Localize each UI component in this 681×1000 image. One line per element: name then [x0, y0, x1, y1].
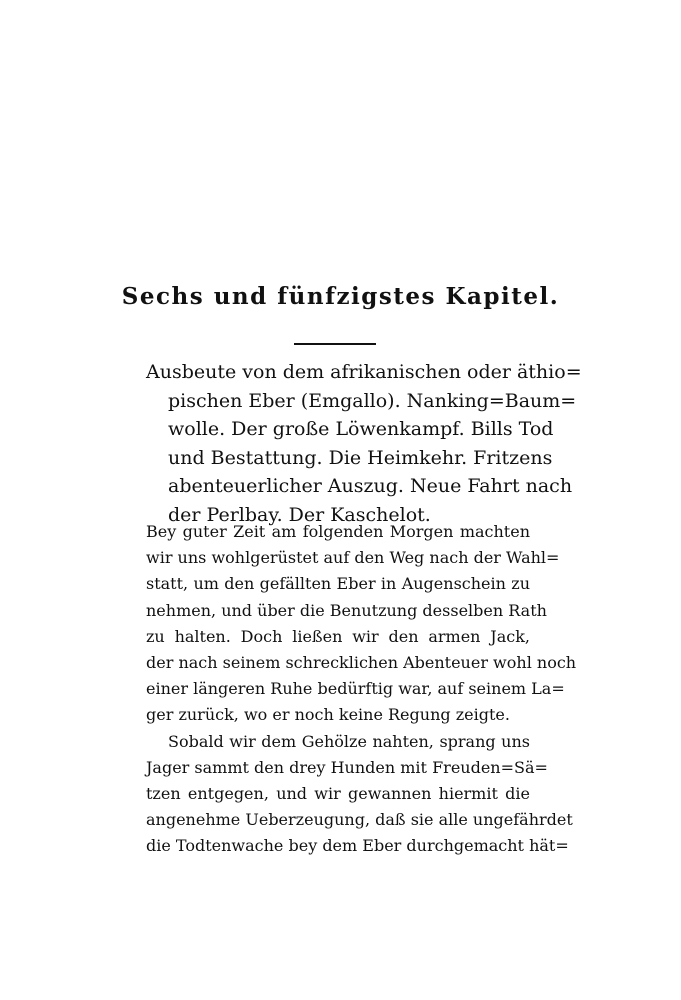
body-line: wir uns wohlgerüstet auf den Weg nach der Wahl= — [146, 548, 560, 568]
body-line: die Todtenwache bey dem Eber durchgemacht hät= — [146, 836, 569, 856]
summary-line: und Bestattung. Die Heimkehr. Fritzens — [168, 446, 553, 469]
title-divider — [294, 343, 376, 345]
body-line: der nach seinem schrecklichen Abenteuer wohl noch — [146, 653, 577, 673]
summary-line: pischen Eber (Emgallo). Nanking=Baum= — [168, 389, 577, 412]
body-line: Bey guter Zeit am folgenden Morgen machten — [146, 522, 530, 541]
body-line: ger zurück, wo er noch keine Regung zeigte. — [146, 705, 510, 725]
body-text — [146, 519, 577, 860]
body-line: zu halten. Doch ließen wir den armen Jack, — [146, 626, 530, 646]
body-line: statt, um den gefällten Eber in Augenschein zu — [146, 574, 530, 594]
body-line: Sobald wir dem Gehölze nahten, sprang uns — [168, 731, 530, 751]
body-line: Jager sammt den drey Hunden mit Freuden=Sä= — [146, 757, 548, 777]
summary-line: wolle. Der große Löwenkampf. Bills Tod — [168, 418, 554, 440]
summary-line: der Perlbay. Der Kaschelot. — [168, 503, 431, 526]
chapter-summary — [146, 358, 582, 529]
body-line: nehmen, und über die Benutzung desselben Rath — [146, 600, 547, 620]
body-line: einer längeren Ruhe bedürftig war, auf seinem La= — [146, 679, 565, 699]
chapter-title: Sechs und fünfzigstes Kapitel. — [121, 283, 560, 310]
summary-line: abenteuerlicher Auszug. Neue Fahrt nach — [168, 475, 573, 497]
body-line: tzen entgegen, und wir gewannen hiermit die — [146, 784, 530, 804]
body-line: angenehme Ueberzeugung, daß sie alle ungefährdet — [146, 810, 573, 830]
summary-line: Ausbeute von dem afrikanischen oder äthio= — [146, 361, 582, 383]
